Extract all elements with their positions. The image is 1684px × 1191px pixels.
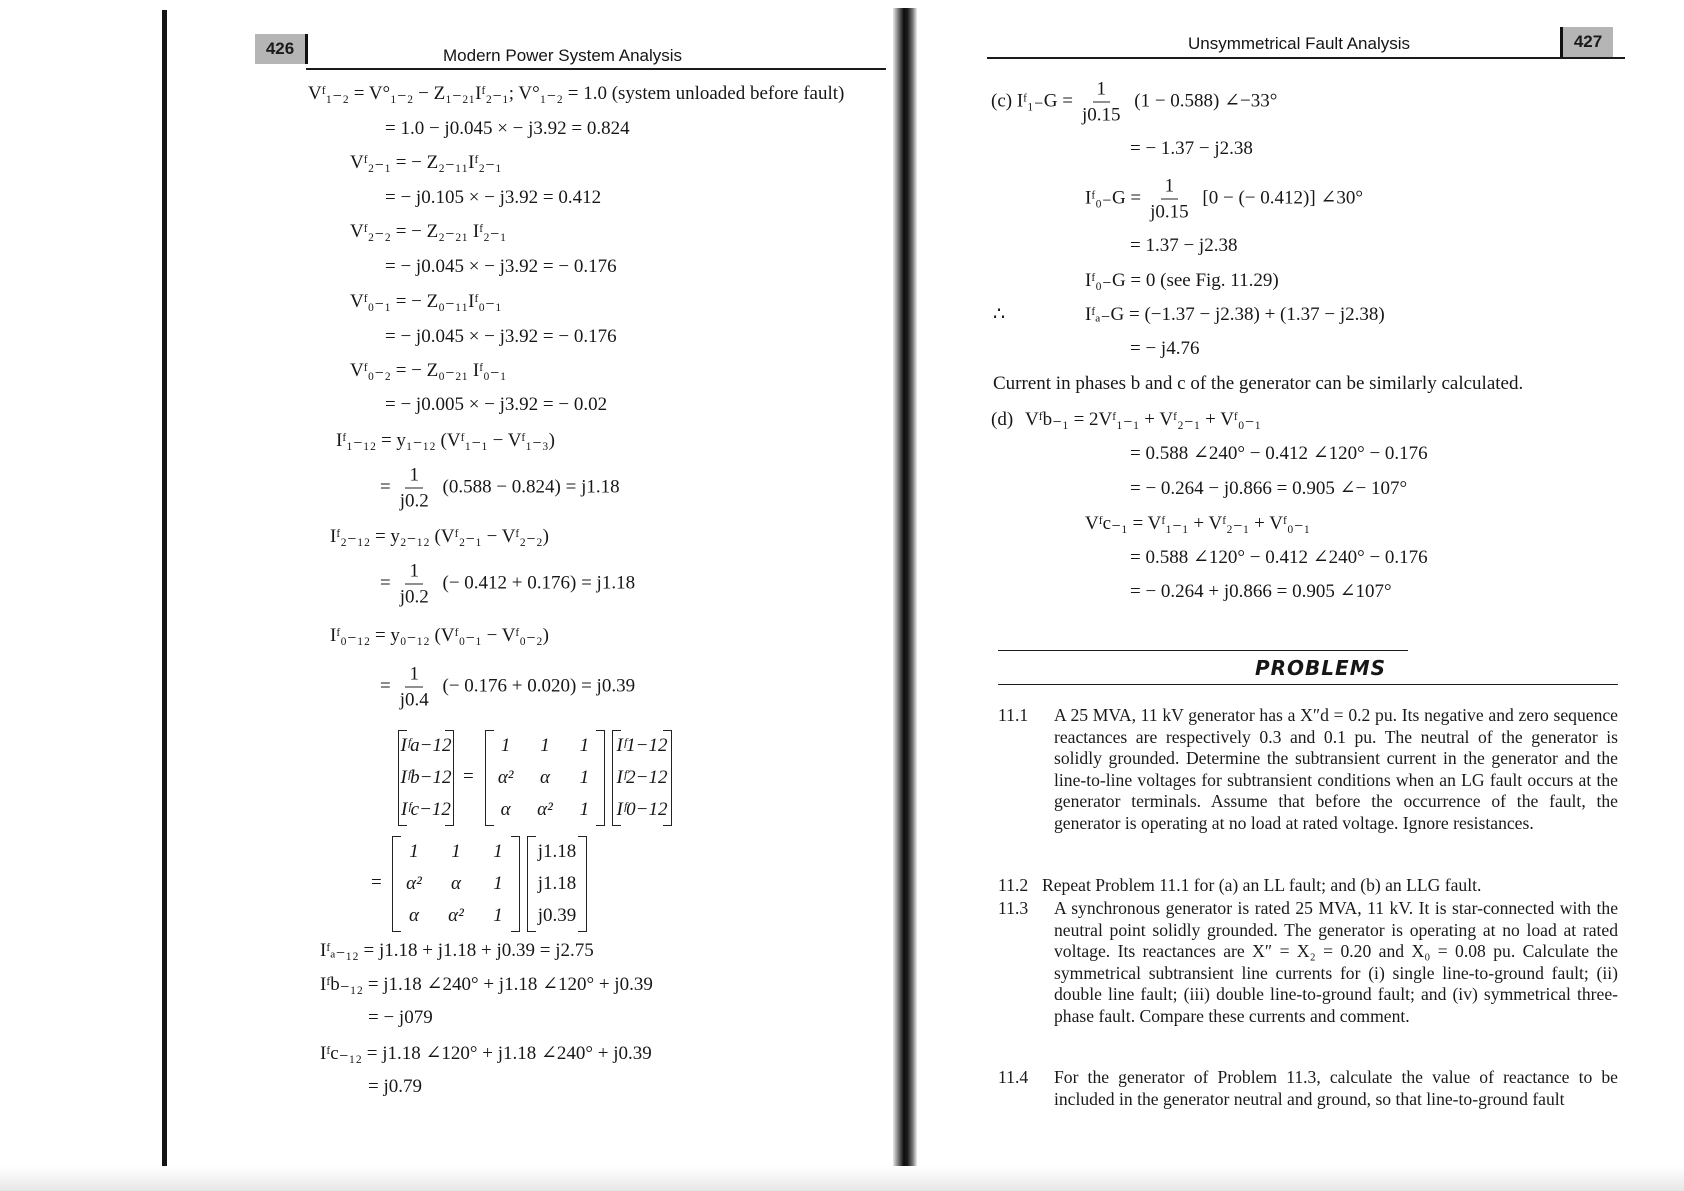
- section-rule-top: [998, 650, 1408, 651]
- equation-rhs: (1 − 0.588) ∠−33°: [1134, 90, 1278, 112]
- fraction-denominator: j0.2: [399, 490, 429, 512]
- header-rule-right: [987, 57, 1625, 59]
- equals-sign: =: [380, 572, 391, 594]
- equation-line: = 1.0 − j0.045 × − j3.92 = 0.824: [385, 118, 630, 139]
- equation-line: Iᶠb₋₁₂ = j1.18 ∠240° + j1.18 ∠120° + j0.39: [320, 974, 653, 995]
- fraction-numerator: 1: [1161, 176, 1179, 200]
- fraction-equation: [380, 664, 635, 711]
- equation-line: Vᶠ₀₋₂ = − Z₀₋₂₁ Iᶠ₀₋₁: [350, 360, 507, 381]
- equation-line: Iᶠ₀₋G = 0 (see Fig. 11.29): [1085, 270, 1279, 291]
- problem-text: For the generator of Problem 11.3, calculate the value of reactance to be included in the generator neutral and ground, so that line-to-ground fault: [1054, 1067, 1618, 1109]
- therefore-symbol: ∴: [993, 304, 1006, 325]
- fraction-numerator: 1: [1093, 79, 1111, 103]
- equation-line: = − j0.005 × − j3.92 = − 0.02: [385, 394, 608, 415]
- problem-item: [998, 1067, 1618, 1110]
- lhs-vector: [398, 730, 454, 826]
- fraction-equation: [380, 465, 620, 512]
- fraction-denominator: j0.15: [1081, 104, 1121, 126]
- coefficient-matrix: [485, 730, 605, 826]
- problems-heading: PROBLEMS: [1255, 656, 1387, 680]
- fraction-denominator: j0.15: [1150, 201, 1189, 223]
- matrix-entry: 1: [493, 873, 503, 894]
- fraction: [396, 465, 433, 512]
- fraction-equation: [1085, 176, 1363, 223]
- page-number-left: 426: [255, 34, 308, 64]
- matrix-entry: 1: [409, 841, 419, 862]
- equation-line: = 1.37 − j2.38: [1130, 235, 1238, 256]
- fraction-denominator: j0.4: [399, 689, 429, 711]
- vector-entry: Iᶠa−12: [400, 735, 452, 756]
- equation-line: Vᶠ₂₋₁ = − Z₂₋₁₁Iᶠ₂₋₁: [350, 152, 502, 173]
- equation-line: = − j4.76: [1130, 338, 1200, 359]
- vector-entry: j0.39: [537, 905, 577, 926]
- equation-line: = − 1.37 − j2.38: [1130, 138, 1253, 159]
- matrix-entry: α²: [537, 799, 553, 820]
- equation-line: Vᶠb₋₁ = 2Vᶠ₁₋₁ + Vᶠ₂₋₁ + Vᶠ₀₋₁: [1025, 409, 1262, 430]
- fraction-numerator: 1: [405, 561, 423, 585]
- equation-line: Iᶠₐ₋G = (−1.37 − j2.38) + (1.37 − j2.38): [1085, 304, 1385, 325]
- matrix-entry: 1: [493, 841, 503, 862]
- problem-text: Repeat Problem 11.1 for (a) an LL fault; and (b) an LLG fault.: [1042, 875, 1482, 895]
- matrix-entry: 1: [540, 735, 550, 756]
- matrix-entry: 1: [493, 905, 503, 926]
- matrix-entry: α: [500, 799, 511, 820]
- fraction-result: (0.588 − 0.824) = j1.18: [442, 476, 620, 498]
- matrix-entry: 1: [579, 799, 590, 820]
- coefficient-matrix: [392, 836, 520, 932]
- equation-line: = − j0.045 × − j3.92 = − 0.176: [385, 326, 617, 347]
- vector-entry: Iᶠ1−12: [616, 735, 668, 756]
- matrix-entry: 1: [500, 735, 511, 756]
- running-head-right: Unsymmetrical Fault Analysis: [1188, 34, 1411, 53]
- vector-entry: Iᶠb−12: [400, 767, 452, 788]
- fraction-denominator: j0.2: [399, 586, 429, 608]
- rhs-vector: [612, 730, 672, 826]
- equals-sign: =: [371, 872, 382, 893]
- matrix-entry: 1: [451, 841, 461, 862]
- equation-lhs: Iᶠ₁₋G =: [1016, 90, 1073, 112]
- vector-entry: Iᶠ2−12: [616, 767, 668, 788]
- matrix-entry: α: [451, 873, 461, 894]
- equation-line: Vᶠ₁₋₂ = V°₁₋₂ − Z₁₋₂₁Iᶠ₂₋₁; V°₁₋₂ = 1.0 (system unloaded before fault): [308, 83, 845, 104]
- equation-line: = − 0.264 + j0.866 = 0.905 ∠107°: [1130, 581, 1392, 602]
- fraction: [1078, 79, 1125, 126]
- fraction: [396, 561, 433, 608]
- fraction-equation: [380, 561, 635, 608]
- equation-line: = 0.588 ∠120° − 0.412 ∠240° − 0.176: [1130, 547, 1428, 568]
- equals-sign: =: [463, 766, 474, 787]
- equation-line: = − j079: [368, 1007, 433, 1028]
- right-page: [905, 0, 1684, 1191]
- equation-line: Iᶠₐ₋₁₂ = j1.18 + j1.18 + j0.39 = j2.75: [320, 940, 594, 961]
- part-label: (d): [991, 409, 1014, 430]
- vector-entry: j1.18: [537, 841, 577, 862]
- page-edge-shadow: [162, 10, 167, 1170]
- running-head-left: Modern Power System Analysis: [443, 46, 683, 65]
- vector-entry: Iᶠc−12: [401, 799, 451, 820]
- equals-sign: =: [380, 476, 391, 498]
- book-spine-gutter: [893, 8, 917, 1168]
- problem-item: [998, 875, 1618, 897]
- matrix-entry: α: [409, 905, 419, 926]
- fraction-numerator: 1: [405, 664, 423, 688]
- problem-text: A synchronous generator is rated 25 MVA, 11 kV. It is star-connected with the neutral point solidly grounded. The generator is operating at no load at rated voltage. Its reactances are X″ = X₂ = 0.20 and X₀ = 0.08 pu. Calculate the symmetrical subtransient line currents for (i) single line-to-ground fault; (ii) double line fault; (iii) double line-to-ground fault; and (iv) symmetrical three-phase fault. Compare these currents and comment.: [1054, 898, 1618, 1026]
- problem-text: A 25 MVA, 11 kV generator has a X″d = 0.2 pu. Its negative and zero sequence reactances are respectively 0.3 and 0.1 pu. The neutral of the generator is solidly grounded. Determine the subtransient current in the generator and the line-to-line voltages for subtransient conditions when an LG fault occurs at the generator terminals. Assume that before the occurrence of the fault, the generator is operating at no load at rated voltage. Ignore resistances.: [1054, 705, 1618, 833]
- page-number-right: 427: [1560, 27, 1613, 57]
- equation-line: = − j0.105 × − j3.92 = 0.412: [385, 187, 602, 208]
- equation-line: Vᶠ₀₋₁ = − Z₀₋₁₁Iᶠ₀₋₁: [350, 291, 502, 312]
- equation-line: Iᶠ₂₋₁₂ = y₂₋₁₂ (Vᶠ₂₋₁ − Vᶠ₂₋₂): [330, 526, 550, 547]
- fraction-result: (− 0.412 + 0.176) = j1.18: [442, 572, 636, 594]
- equation-line: Vᶠc₋₁ = Vᶠ₁₋₁ + Vᶠ₂₋₁ + Vᶠ₀₋₁: [1085, 513, 1311, 534]
- rhs-vector: [527, 836, 587, 932]
- equation-line: Iᶠ₀₋₁₂ = y₀₋₁₂ (Vᶠ₀₋₁ − Vᶠ₀₋₂): [330, 625, 550, 646]
- matrix-entry: 1: [579, 735, 590, 756]
- problem-number: 11.2: [998, 875, 1029, 895]
- problem-item: [998, 898, 1618, 1028]
- vector-entry: j1.18: [537, 873, 577, 894]
- equation-line: Iᶠc₋₁₂ = j1.18 ∠120° + j1.18 ∠240° + j0.39: [320, 1043, 652, 1064]
- equation-rhs: [0 − (− 0.412)] ∠30°: [1202, 187, 1363, 209]
- equation-line: Vᶠ₂₋₂ = − Z₂₋₂₁ Iᶠ₂₋₁: [350, 221, 507, 242]
- equation-line: = j0.79: [368, 1076, 422, 1097]
- equation-line: = − 0.264 − j0.866 = 0.905 ∠− 107°: [1130, 478, 1408, 499]
- equation-lhs: Iᶠ₀₋G =: [1085, 187, 1142, 209]
- equation-line: = − j0.045 × − j3.92 = − 0.176: [385, 256, 617, 277]
- problem-number: 11.1: [998, 705, 1029, 725]
- fraction-numerator: 1: [405, 465, 423, 489]
- bottom-page-shadow: [0, 1166, 1684, 1191]
- equation-line: = 0.588 ∠240° − 0.412 ∠120° − 0.176: [1130, 443, 1428, 464]
- matrix-entry: α: [540, 767, 550, 788]
- matrix-entry: α²: [406, 873, 422, 894]
- vector-entry: Iᶠ0−12: [616, 799, 668, 820]
- fraction-equation: [991, 79, 1277, 126]
- fraction-result: (− 0.176 + 0.020) = j0.39: [442, 675, 636, 697]
- fraction: [396, 664, 433, 711]
- matrix-entry: α²: [448, 905, 464, 926]
- fraction: [1146, 176, 1193, 223]
- equals-sign: =: [380, 675, 391, 697]
- part-label: (c): [991, 90, 1013, 112]
- matrix-entry: α²: [497, 767, 514, 788]
- problem-number: 11.4: [998, 1067, 1029, 1087]
- matrix-entry: 1: [579, 767, 590, 788]
- paragraph-text: Current in phases b and c of the generator can be similarly calculated.: [993, 373, 1524, 394]
- section-rule-bottom: [998, 684, 1618, 685]
- header-rule-left: [306, 68, 886, 70]
- equation-line: Iᶠ₁₋₁₂ = y₁₋₁₂ (Vᶠ₁₋₁ − Vᶠ₁₋₃): [336, 430, 556, 451]
- problem-number: 11.3: [998, 898, 1029, 918]
- problem-item: [998, 705, 1618, 835]
